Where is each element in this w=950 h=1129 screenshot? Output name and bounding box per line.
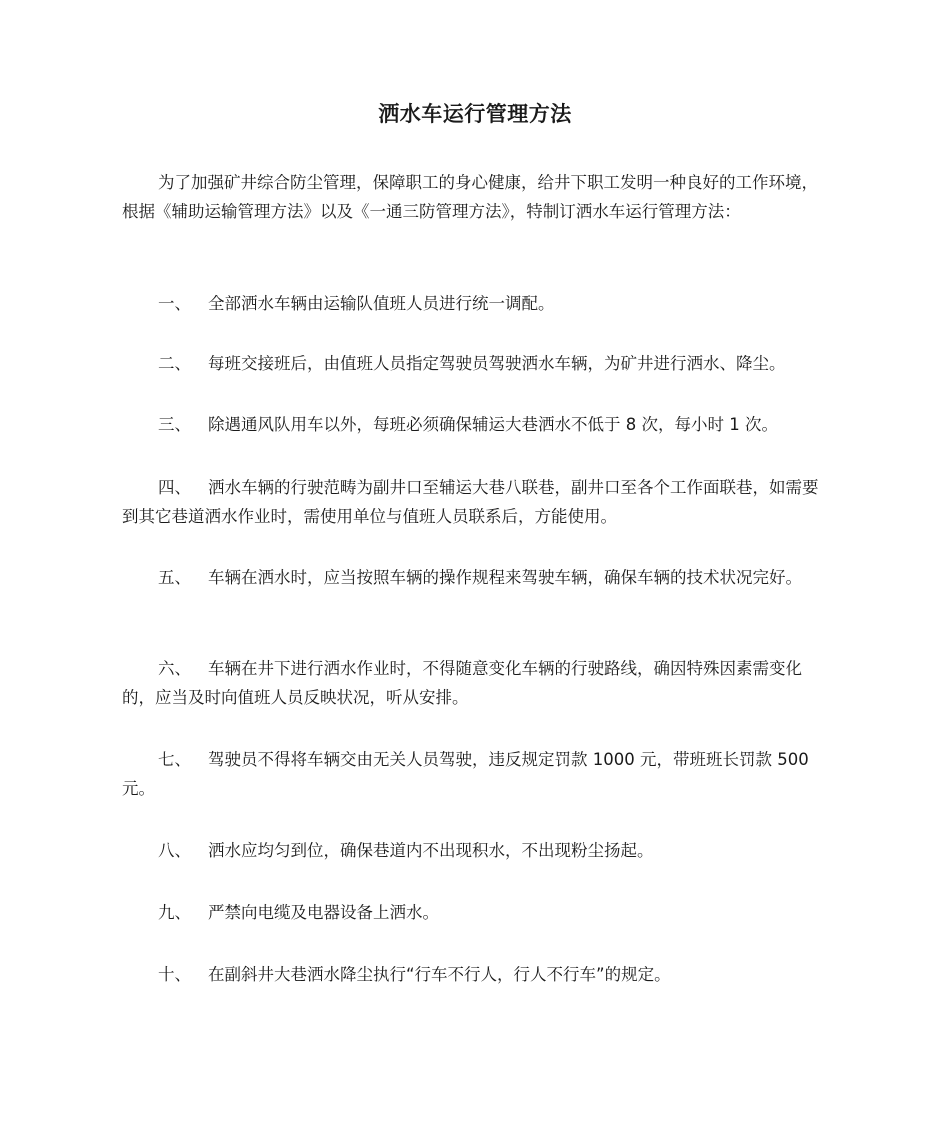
item-number: 三、 <box>158 415 191 434</box>
item-number: 十、 <box>158 965 191 984</box>
item-number: 一、 <box>158 294 191 313</box>
list-item <box>122 898 834 927</box>
item-number: 九、 <box>158 903 191 922</box>
item-text: 驾驶员不得将车辆交由无关人员驾驶，违反规定罚款 1000 元，带班班长罚款 500 元。 <box>122 750 809 798</box>
list-item <box>122 473 834 531</box>
list-item <box>122 289 834 318</box>
item-number: 五、 <box>158 568 191 587</box>
item-number: 二、 <box>158 354 191 373</box>
item-text: 严禁向电缆及电器设备上洒水。 <box>208 903 439 922</box>
intro-paragraph: 为了加强矿井综合防尘管理，保障职工的身心健康，给井下职工发明一种良好的工作环境，根据《辅助运输管理方法》以及《一通三防管理方法》，特制订洒水车运行管理方法： <box>122 173 818 221</box>
list-item <box>122 960 834 989</box>
list-item <box>122 563 834 592</box>
item-number: 四、 <box>158 478 191 497</box>
item-text: 每班交接班后，由值班人员指定驾驶员驾驶洒水车辆，为矿井进行洒水、降尘。 <box>208 354 786 373</box>
item-text: 洒水应均匀到位，确保巷道内不出现积水，不出现粉尘扬起。 <box>208 841 654 860</box>
item-text: 洒水车辆的行驶范畴为副井口至辅运大巷八联巷，副井口至各个工作面联巷，如需要到其它巷道洒水作业时，需使用单位与值班人员联系后，方能使用。 <box>122 478 819 526</box>
list-item <box>122 349 834 378</box>
list-item <box>122 836 834 865</box>
item-text: 车辆在洒水时，应当按照车辆的操作规程来驾驶车辆，确保车辆的技术状况完好。 <box>208 568 802 587</box>
item-number: 八、 <box>158 841 191 860</box>
item-number: 六、 <box>158 659 191 678</box>
document-title: 洒水车运行管理方法 <box>378 102 572 126</box>
item-text: 在副斜井大巷洒水降尘执行“行车不行人，行人不行车”的规定。 <box>208 965 671 984</box>
list-item <box>122 410 834 439</box>
list-item <box>122 654 834 712</box>
item-text: 除遇通风队用车以外，每班必须确保辅运大巷洒水不低于 8 次，每小时 1 次。 <box>208 415 778 434</box>
item-text: 车辆在井下进行洒水作业时，不得随意变化车辆的行驶路线，确因特殊因素需变化的，应当及时向值班人员反映状况，听从安排。 <box>122 659 802 707</box>
item-text: 全部洒水车辆由运输队值班人员进行统一调配。 <box>208 294 555 313</box>
item-number: 七、 <box>158 750 191 769</box>
list-item <box>122 745 834 803</box>
